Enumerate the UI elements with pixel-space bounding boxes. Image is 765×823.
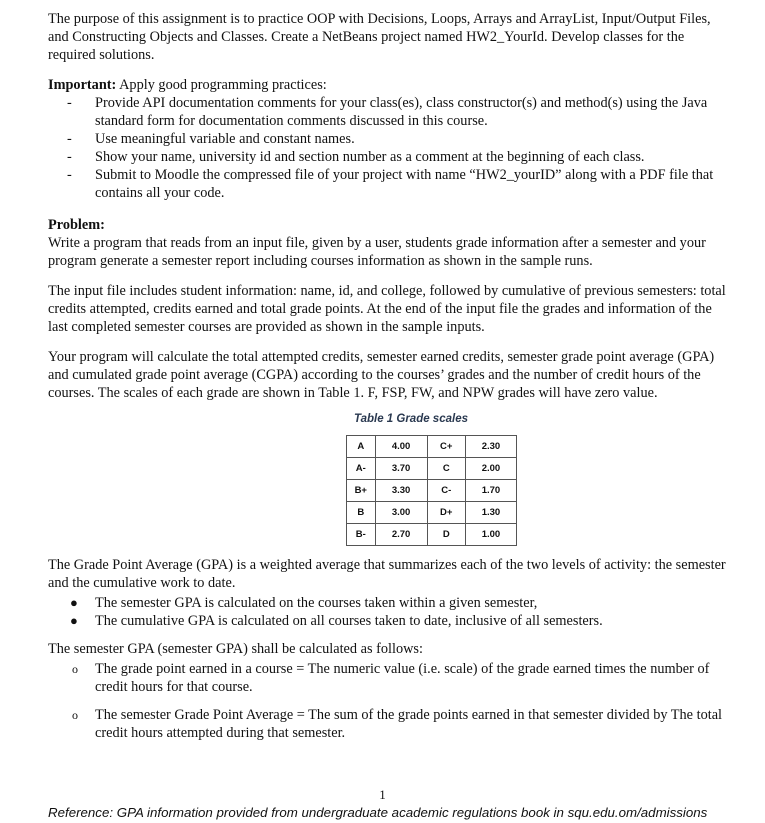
value-cell: 2.00 bbox=[465, 458, 516, 480]
list-item bbox=[48, 94, 728, 130]
grade-cell: A bbox=[347, 436, 376, 458]
important-heading bbox=[48, 76, 728, 94]
dash-bullet: - bbox=[67, 167, 72, 183]
grade-cell: B- bbox=[347, 524, 376, 546]
dash-bullet: - bbox=[67, 131, 72, 147]
list-item bbox=[48, 148, 728, 166]
table-row bbox=[347, 458, 517, 480]
list-item bbox=[48, 594, 728, 612]
table-row bbox=[347, 436, 517, 458]
value-cell: 3.30 bbox=[375, 480, 427, 502]
grade-cell: C+ bbox=[427, 436, 465, 458]
list-item bbox=[48, 706, 728, 742]
grade-cell: C bbox=[427, 458, 465, 480]
list-item bbox=[48, 130, 728, 148]
table-row bbox=[347, 480, 517, 502]
list-item bbox=[48, 660, 728, 696]
gpa-bullet-text: The semester GPA is calculated on the courses taken within a given semester, bbox=[95, 595, 538, 611]
practices-list bbox=[48, 94, 728, 202]
value-cell: 1.00 bbox=[465, 524, 516, 546]
grade-cell: A- bbox=[347, 458, 376, 480]
gpa-bullet-list bbox=[48, 594, 728, 630]
semester-gpa-intro: The semester GPA (semester GPA) shall be calculated as follows: bbox=[48, 641, 423, 657]
problem-paragraph: Your program will calculate the total attempted credits, semester earned credits, semester grade point average (GPA) and cumulated grade point average (CGPA) according to the courses’ grades and the number of credit hours of the courses. The scales of each grade are shown in Table 1. F, FSP, FW, and NPW grades will have zero value. bbox=[48, 349, 715, 401]
value-cell: 1.30 bbox=[465, 502, 516, 524]
value-cell: 2.30 bbox=[465, 436, 516, 458]
grade-cell: B bbox=[347, 502, 376, 524]
important-text: Apply good programming practices: bbox=[116, 77, 327, 93]
grade-cell: C- bbox=[427, 480, 465, 502]
step-text: The semester Grade Point Average = The sum of the grade points earned in that semester divided by The total credit hours attempted during that semester. bbox=[95, 707, 723, 741]
reference-footer: Reference: GPA information provided from undergraduate academic regulations book in squ.edu.om/admissions bbox=[48, 805, 708, 820]
value-cell: 4.00 bbox=[375, 436, 427, 458]
grade-table-block bbox=[296, 410, 526, 546]
document-body bbox=[48, 10, 728, 742]
value-cell: 3.70 bbox=[375, 458, 427, 480]
dash-bullet: - bbox=[67, 95, 72, 111]
value-cell: 1.70 bbox=[465, 480, 516, 502]
table-caption: Table 1 Grade scales bbox=[353, 413, 468, 425]
list-item bbox=[48, 166, 728, 202]
practice-item-text: Submit to Moodle the compressed file of your project with name “HW2_yourID” along with a PDF file that contains all your code. bbox=[95, 167, 714, 201]
dash-bullet: - bbox=[67, 149, 72, 165]
bullet-dot: ● bbox=[70, 595, 78, 610]
page-number: 1 bbox=[379, 787, 386, 802]
value-cell: 3.00 bbox=[375, 502, 427, 524]
circle-bullet: o bbox=[72, 708, 78, 722]
grade-cell: D bbox=[427, 524, 465, 546]
table-row bbox=[347, 524, 517, 546]
grade-cell: B+ bbox=[347, 480, 376, 502]
practice-item-text: Use meaningful variable and constant names. bbox=[95, 131, 355, 147]
intro-paragraph: The purpose of this assignment is to practice OOP with Decisions, Loops, Arrays and ArrayList, Input/Output Files, and Constructing Objects and Classes. Create a NetBeans project named HW2_YourId. Develop classes for the required solutions. bbox=[48, 11, 711, 63]
practice-item-text: Provide API documentation comments for your class(es), class constructor(s) and method(s) using the Java standard form for documentation comments discussed in this course. bbox=[95, 95, 708, 129]
gpa-bullet-text: The cumulative GPA is calculated on all courses taken to date, inclusive of all semesters. bbox=[95, 613, 603, 629]
problem-paragraph: Write a program that reads from an input file, given by a user, students grade information after a semester and your program generate a semester report including courses information as shown in the sample runs. bbox=[48, 235, 706, 269]
list-item bbox=[48, 612, 728, 630]
problem-paragraph: The input file includes student information: name, id, and college, followed by cumulative of previous semesters: total credits attempted, credits earned and total grade points. At the end of the input file the grades and information of the last completed semester courses are provided as shown in the sample inputs. bbox=[48, 283, 726, 335]
table-row bbox=[347, 502, 517, 524]
bullet-dot: ● bbox=[70, 613, 78, 628]
gpa-intro-paragraph: The Grade Point Average (GPA) is a weighted average that summarizes each of the two levels of activity: the semester and the cumulative work to date. bbox=[48, 557, 726, 591]
value-cell: 2.70 bbox=[375, 524, 427, 546]
practice-item-text: Show your name, university id and section number as a comment at the beginning of each class. bbox=[95, 149, 645, 165]
problem-heading: Problem: bbox=[48, 217, 105, 233]
grade-scales-table bbox=[346, 435, 517, 546]
important-label: Important: bbox=[48, 77, 117, 93]
semester-gpa-steps bbox=[48, 660, 728, 742]
circle-bullet: o bbox=[72, 662, 78, 676]
step-text: The grade point earned in a course = The numeric value (i.e. scale) of the grade earned times the number of credit hours for that course. bbox=[95, 661, 710, 695]
grade-cell: D+ bbox=[427, 502, 465, 524]
